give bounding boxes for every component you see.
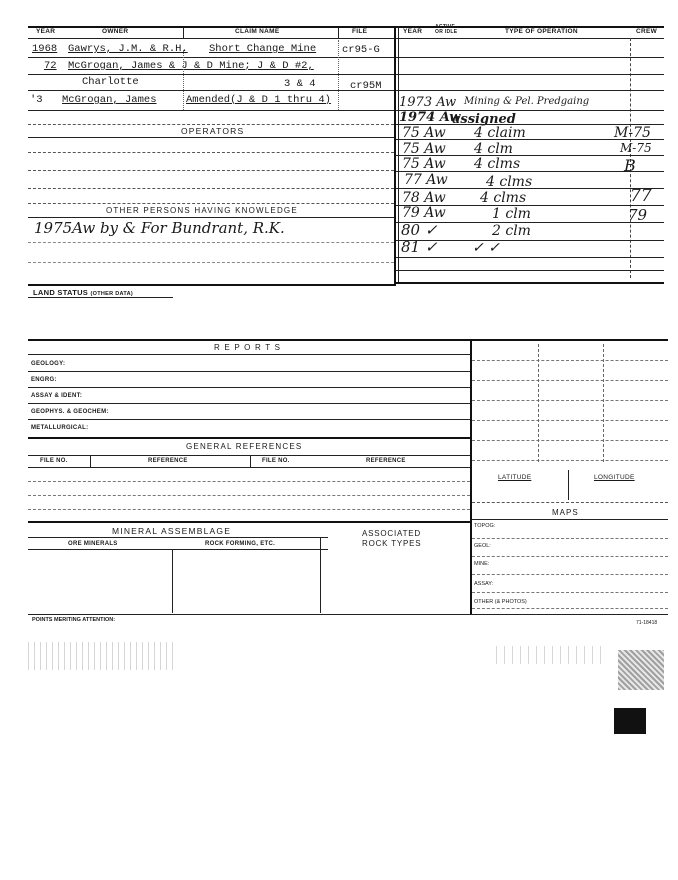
scan-noise-right [496, 646, 606, 664]
scan-dark-mark [614, 708, 646, 734]
general-references-title: GENERAL REFERENCES [186, 442, 303, 451]
other-persons-entry: 1975Aw by & For Bundrant, R.K. [34, 219, 285, 237]
land-status-label: LAND STATUS (OTHER DATA) [33, 288, 133, 297]
associated-rock-types-label: ASSOCIATED ROCK TYPES [362, 529, 422, 548]
owner-row-4-year: '3 [30, 94, 43, 106]
form-number: 71-18418 [636, 620, 658, 626]
reports-geophys: GEOPHYS. & GEOCHEM: [31, 409, 109, 415]
maps-geol: GEOL: [474, 543, 491, 549]
op-row-9-type: 2 clm [492, 223, 531, 239]
maps-mine: MINE: [474, 561, 490, 567]
op-row-10-type: ✓ ✓ [472, 240, 500, 256]
maps-topog: TOPOG: [474, 523, 496, 529]
reports-title: R E P O R T S [214, 343, 282, 352]
header-active-idle: ACTIVE OR IDLE [435, 24, 458, 35]
mineral-assemblage-title: MINERAL ASSEMBLAGE [112, 526, 232, 536]
op-row-8-type: 1 clm [492, 206, 531, 222]
owner-row-1-claim: Short Change Mine [209, 43, 317, 55]
reports-assay: ASSAY & IDENT: [31, 393, 83, 399]
header-year: YEAR [36, 28, 56, 35]
owner-row-1-year: 1968 [32, 43, 58, 55]
scan-speckle-block [618, 650, 664, 690]
owner-row-3-owner: Charlotte [82, 76, 139, 88]
header-file: FILE [352, 28, 368, 35]
op-row-4-year: 75 Aw [402, 141, 446, 157]
op-row-2-year: 1974 Aw [399, 110, 461, 125]
op-row-2-type: assigned [452, 112, 516, 127]
op-row-3-year: 75 Aw [402, 125, 446, 141]
owner-row-4-claim: Amended(J & D 1 thru 4) [186, 94, 331, 106]
reports-geology: GEOLOGY: [31, 361, 66, 367]
genref-col-file-no-1: FILE NO. [40, 458, 68, 464]
points-meriting-attention-label: POINTS MERITING ATTENTION: [32, 617, 116, 623]
op-row-5-type: 4 clms [474, 156, 521, 172]
op-row-1-type: Mining & Pel. Predgaing [464, 96, 590, 107]
owner-row-2-owner: McGrogan, James & J & D Mine; J & D #2, [68, 60, 314, 72]
genref-col-reference-1: REFERENCE [148, 458, 188, 464]
maps-other: OTHER (& PHOTOS) [474, 599, 527, 605]
op-row-4-crew: M-75 [620, 141, 652, 155]
owner-row-3-file: cr95M [350, 80, 382, 92]
op-row-8-year: 79 Aw [402, 205, 446, 221]
op-row-9-year: 80 ✓ [401, 221, 438, 239]
op-row-1-year: 1973 Aw [399, 95, 457, 110]
maps-assay: ASSAY: [474, 581, 494, 587]
op-row-4-type: 4 clm [474, 141, 513, 157]
genref-col-file-no-2: FILE NO. [262, 458, 290, 464]
longitude-label: LONGITUDE [594, 474, 635, 481]
header-type-of-operation: TYPE OF OPERATION [505, 28, 578, 35]
scan-noise-left [28, 642, 178, 670]
ore-minerals-label: ORE MINERALS [68, 541, 118, 547]
op-row-7-year: 78 Aw [402, 190, 446, 206]
op-row-6-type: 4 clms [486, 174, 533, 190]
op-row-5-crew: B [624, 156, 636, 175]
reports-metallurgical: METALLURGICAL: [31, 425, 89, 431]
op-row-7-crew: 77 [630, 186, 652, 206]
owner-row-1-owner: Gawrys, J.M. & R.H. [68, 43, 188, 55]
header-owner: OWNER [102, 28, 129, 35]
maps-title: MAPS [552, 508, 579, 517]
owner-row-4-owner: McGrogan, James [62, 94, 157, 106]
header-claim-name: CLAIM NAME [235, 28, 280, 35]
op-row-6-year: 77 Aw [404, 172, 448, 188]
op-row-8-crew: 79 [628, 206, 648, 224]
latitude-label: LATITUDE [498, 474, 532, 481]
op-row-5-year: 75 Aw [402, 156, 446, 172]
owner-row-1-file: cr95-G [342, 44, 380, 56]
op-row-3-type: 4 claim [474, 125, 526, 141]
other-persons-label: OTHER PERSONS HAVING KNOWLEDGE [106, 206, 298, 215]
reports-engrg: ENGRG: [31, 377, 57, 383]
op-row-10-year: 81 ✓ [401, 238, 438, 256]
operators-label: OPERATORS [181, 126, 245, 136]
op-row-3-crew: M-75 [614, 125, 651, 141]
rock-forming-label: ROCK FORMING, ETC. [205, 541, 276, 547]
owner-row-2-year: 72 [44, 60, 57, 72]
owner-row-3-claim: 3 & 4 [284, 78, 316, 90]
genref-col-reference-2: REFERENCE [366, 458, 406, 464]
op-row-7-type: 4 clms [480, 190, 527, 206]
header-crew: CREW [636, 28, 658, 35]
header-year-ops: YEAR [403, 28, 423, 35]
